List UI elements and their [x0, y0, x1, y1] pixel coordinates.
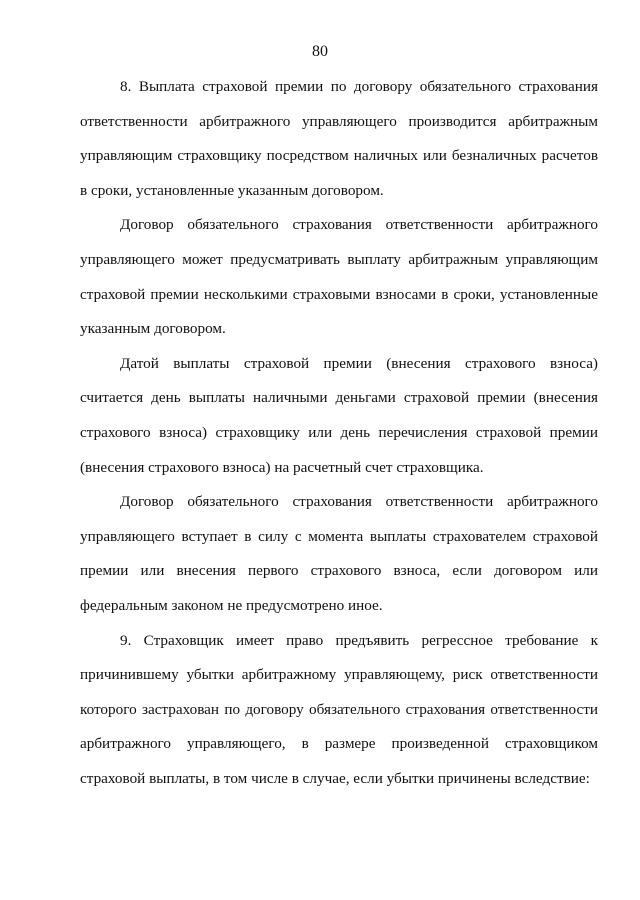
paragraph-clause-8: 8. Выплата страховой премии по договору обязательного страхования ответственности арбитражного управляющего производится арбитражным управляющим страховщику посредством наличных или безналичных расчетов в сроки, установленные указанным договором.: [80, 78, 598, 199]
paragraph-installments: Договор обязательного страхования ответственности арбитражного управляющего может предусматривать выплату арбитражным управляющим страховой премии несколькими страховыми взносами в сроки, установленные указанным договором.: [80, 216, 598, 338]
paragraph-clause-9: 9. Страховщик имеет право предъявить регрессное требование к причинившему убытки арбитражному управляющему, риск ответственности которого застрахован по договору обязательного страхования ответственности арбитражного управляющего, в размере произведенной страховщиком страховой выплаты, в том числе в случае, если убытки причинены вследствие:: [80, 631, 598, 787]
document-body: [80, 70, 598, 796]
paragraph-contract-effect: Договор обязательного страхования ответственности арбитражного управляющего вступает в силу с момента выплаты страхователем страховой премии или внесения первого страхового взноса, если договором или федеральным законом не предусмотрено иное.: [80, 493, 598, 614]
paragraph-payment-date: Датой выплаты страховой премии (внесения страхового взноса) считается день выплаты наличными деньгами страховой премии (внесения страхового взноса) страховщику или день перечисления страховой премии (внесения страхового взноса) на расчетный счет страховщика.: [80, 354, 598, 476]
page-number: 80: [312, 43, 328, 60]
